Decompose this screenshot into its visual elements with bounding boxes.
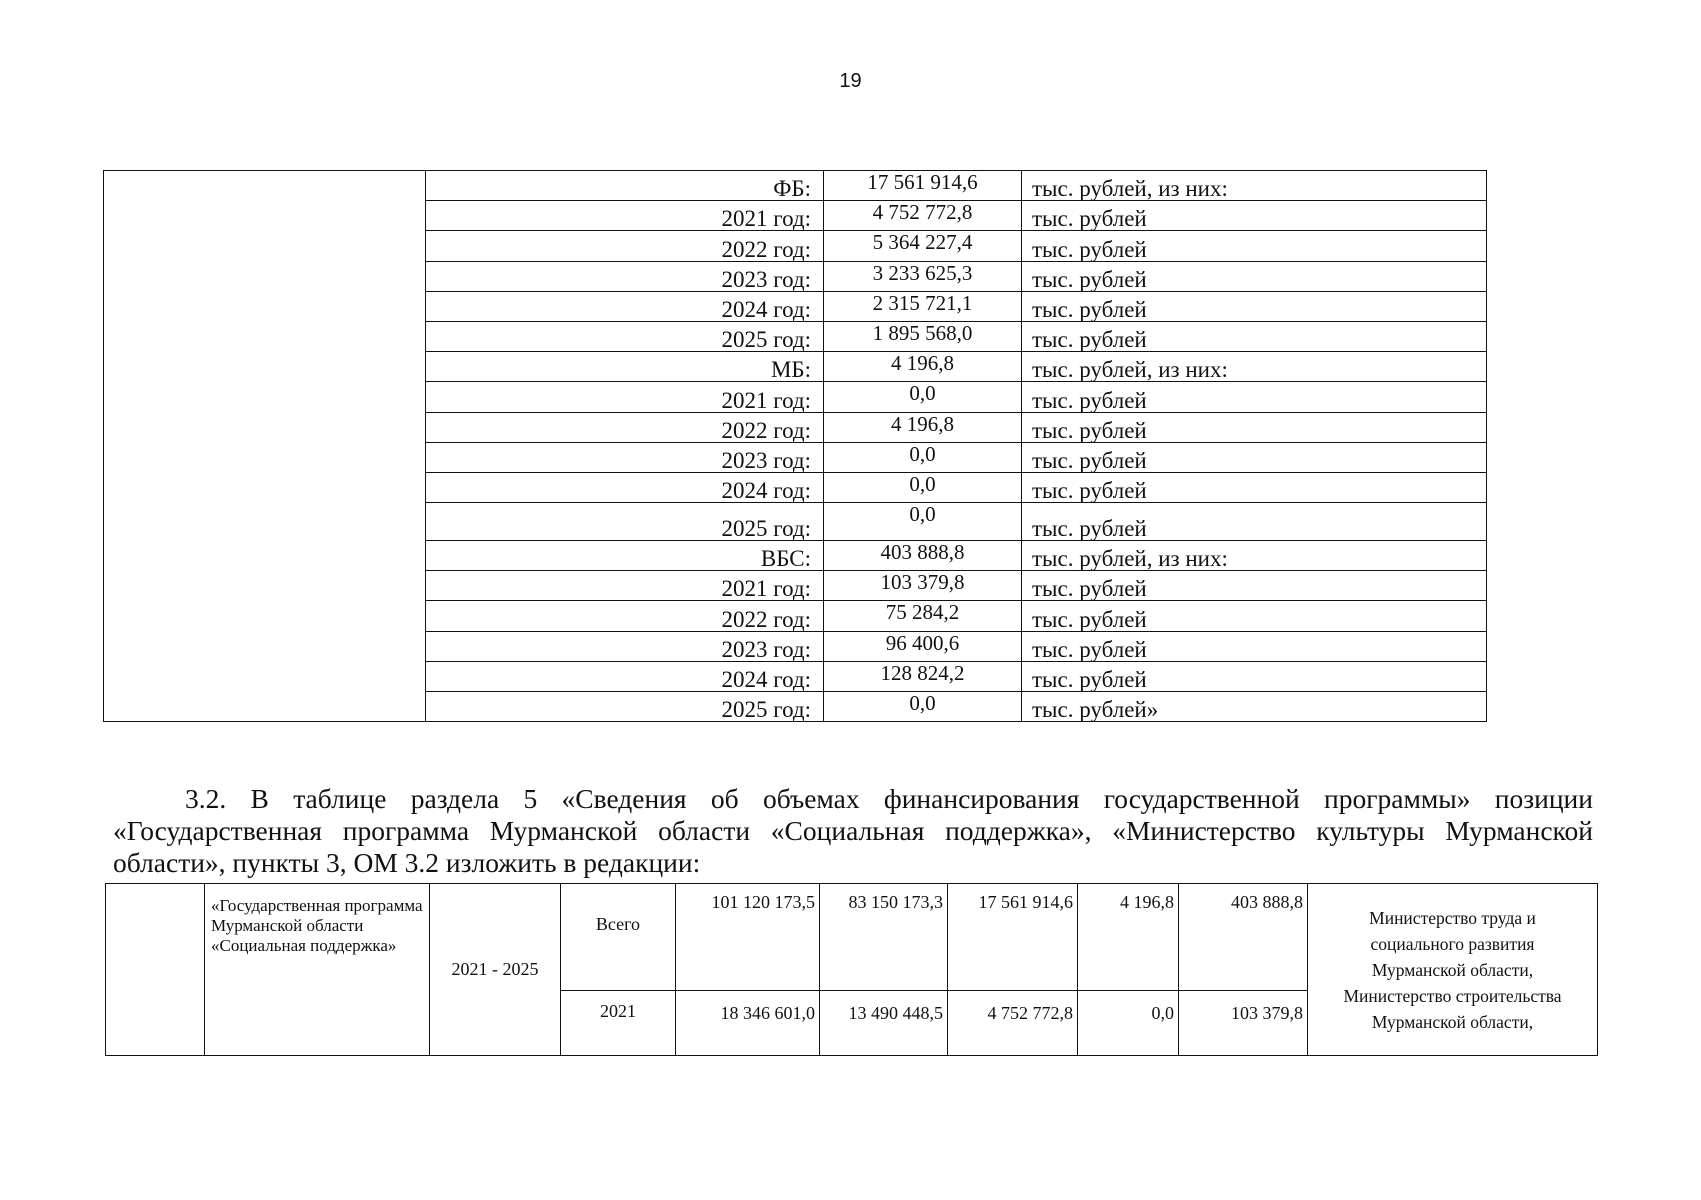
- period-cell: 2021 - 2025: [430, 884, 561, 1056]
- funding-label: 2022 год:: [426, 601, 824, 631]
- funding-unit: тыс. рублей: [1022, 412, 1487, 442]
- funding-label: 2023 год:: [426, 261, 824, 291]
- funding-value: 0,0: [824, 442, 1022, 472]
- funding-unit: тыс. рублей: [1022, 472, 1487, 502]
- funding-label: 2024 год:: [426, 472, 824, 502]
- funding-unit: тыс. рублей: [1022, 231, 1487, 261]
- program-funding-table: [105, 883, 1598, 1056]
- executor-line: Мурманской области,: [1371, 959, 1534, 980]
- funding-table: [103, 170, 1487, 722]
- funding-unit: тыс. рублей: [1022, 321, 1487, 351]
- funding-unit: тыс. рублей: [1022, 631, 1487, 661]
- mb-cell: 4 196,8: [1078, 884, 1179, 991]
- funding-unit: тыс. рублей: [1022, 442, 1487, 472]
- executor-line: Министерство труда и: [1369, 907, 1536, 928]
- total-cell: 101 120 173,5: [676, 884, 820, 991]
- funding-value: 4 752 772,8: [824, 201, 1022, 231]
- funding-value: 96 400,6: [824, 631, 1022, 661]
- funding-label: ФБ:: [426, 171, 824, 201]
- ob-cell: 13 490 448,5: [820, 991, 948, 1056]
- funding-label: 2025 год:: [426, 321, 824, 351]
- empty-cell: [106, 884, 205, 1056]
- funding-value: 0,0: [824, 472, 1022, 502]
- ob-cell: 83 150 173,3: [820, 884, 948, 991]
- funding-unit: тыс. рублей: [1022, 201, 1487, 231]
- funding-label: 2023 год:: [426, 442, 824, 472]
- empty-cell: [104, 171, 426, 722]
- funding-unit: тыс. рублей: [1022, 571, 1487, 601]
- program-name-cell: «Государственная программа Мурманской области «Социальная поддержка»: [205, 884, 430, 1056]
- funding-unit: тыс. рублей: [1022, 601, 1487, 631]
- funding-unit: тыс. рублей, из них:: [1022, 541, 1487, 571]
- funding-unit: тыс. рублей, из них:: [1022, 352, 1487, 382]
- funding-unit: тыс. рублей: [1022, 503, 1487, 541]
- year-cell: 2021: [561, 991, 676, 1056]
- funding-label: МБ:: [426, 352, 824, 382]
- funding-unit: тыс. рублей: [1022, 661, 1487, 691]
- executor-line: социального развития: [1370, 933, 1535, 954]
- funding-value: 403 888,8: [824, 541, 1022, 571]
- amendment-paragraph: 3.2. В таблице раздела 5 «Сведения об объемах финансирования государственной программы» позиции «Государственная программа Мурманской области «Социальная поддержка», «Министерство культуры Мурманской области», пункты 3, ОМ 3.2 изложить в редакции:: [113, 783, 1593, 878]
- funding-label: 2024 год:: [426, 291, 824, 321]
- page-number: 19: [839, 70, 862, 92]
- funding-value: 0,0: [824, 692, 1022, 722]
- funding-value: 17 561 914,6: [824, 171, 1022, 201]
- funding-label: 2025 год:: [426, 503, 824, 541]
- funding-unit: тыс. рублей: [1022, 261, 1487, 291]
- funding-label: 2022 год:: [426, 231, 824, 261]
- funding-label: 2025 год:: [426, 692, 824, 722]
- funding-value: 4 196,8: [824, 412, 1022, 442]
- funding-value: 5 364 227,4: [824, 231, 1022, 261]
- funding-value: 128 824,2: [824, 661, 1022, 691]
- funding-label: 2024 год:: [426, 661, 824, 691]
- mb-cell: 0,0: [1078, 991, 1179, 1056]
- type-cell: Всего: [561, 884, 676, 991]
- funding-value: 3 233 625,3: [824, 261, 1022, 291]
- funding-row: [104, 171, 1487, 201]
- funding-value: 0,0: [824, 382, 1022, 412]
- funding-unit: тыс. рублей»: [1022, 692, 1487, 722]
- funding-label: 2021 год:: [426, 382, 824, 412]
- funding-unit: тыс. рублей, из них:: [1022, 171, 1487, 201]
- funding-unit: тыс. рублей: [1022, 291, 1487, 321]
- funding-label: 2023 год:: [426, 631, 824, 661]
- vbs-cell: 403 888,8: [1179, 884, 1308, 991]
- total-cell: 18 346 601,0: [676, 991, 820, 1056]
- funding-label: ВБС:: [426, 541, 824, 571]
- funding-value: 103 379,8: [824, 571, 1022, 601]
- funding-label: 2021 год:: [426, 201, 824, 231]
- executors-cell: [1308, 884, 1598, 1056]
- executor-line: Министерство строительства: [1343, 985, 1562, 1006]
- fb-cell: 17 561 914,6: [948, 884, 1078, 991]
- fb-cell: 4 752 772,8: [948, 991, 1078, 1056]
- funding-value: 0,0: [824, 503, 1022, 541]
- funding-label: 2021 год:: [426, 571, 824, 601]
- funding-unit: тыс. рублей: [1022, 382, 1487, 412]
- funding-label: 2022 год:: [426, 412, 824, 442]
- executor-line: Мурманской области,: [1371, 1011, 1534, 1032]
- funding-value: 4 196,8: [824, 352, 1022, 382]
- funding-value: 2 315 721,1: [824, 291, 1022, 321]
- funding-value: 1 895 568,0: [824, 321, 1022, 351]
- funding-value: 75 284,2: [824, 601, 1022, 631]
- vbs-cell: 103 379,8: [1179, 991, 1308, 1056]
